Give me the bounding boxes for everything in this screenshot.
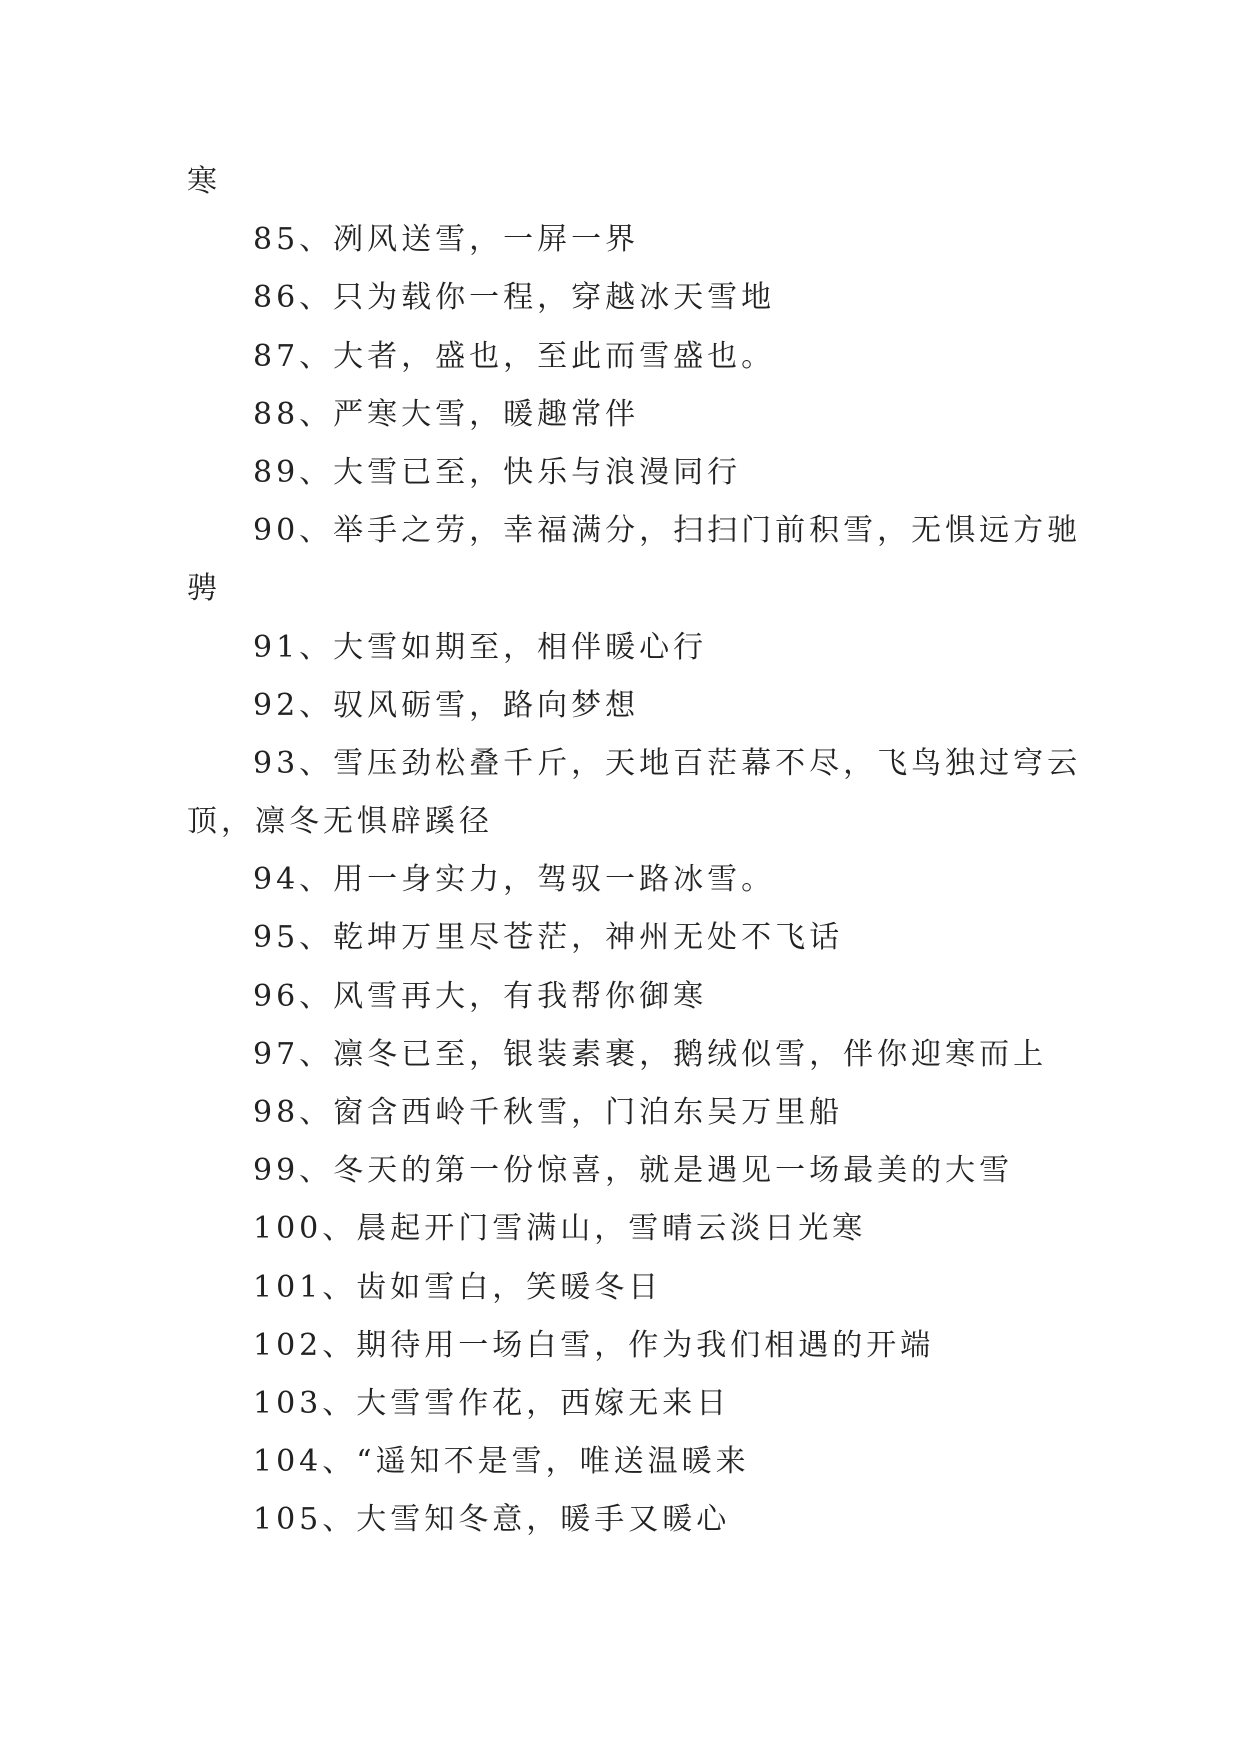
list-item: 94、用一身实力，驾驭一路冰雪。	[253, 862, 776, 898]
list-item: 100、晨起开门雪满山，雪晴云淡日光寒	[253, 1211, 867, 1247]
list-item: 87、大者，盛也，至此而雪盛也。	[253, 338, 776, 374]
list-item: 101、齿如雪白，笑暖冬日	[253, 1269, 663, 1305]
list-item: 98、窗含西岭千秋雪，门泊东吴万里船	[253, 1095, 844, 1130]
text-line: 顶，凛冬无惧辟蹊径	[187, 804, 493, 840]
list-item: 89、大雪已至，快乐与浪漫同行	[253, 454, 742, 490]
list-item: 99、冬天的第一份惊喜，就是遇见一场最美的大雪	[253, 1153, 1014, 1189]
list-item: 96、风雪再大，有我帮你御寒	[253, 978, 708, 1014]
list-item: 85、冽风送雪，一屏一界	[253, 222, 640, 258]
list-item: 92、驭风砺雪，路向梦想	[253, 687, 640, 723]
text-line: 骋	[187, 571, 221, 607]
list-item: 93、雪压劲松叠千斤，天地百茫幕不尽，飞鸟独过穹云	[253, 745, 1082, 781]
list-item: 103、大雪雪作花，西嫁无来日	[253, 1385, 731, 1421]
list-item: 86、只为载你一程，穿越冰天雪地	[253, 280, 776, 316]
list-item: 95、乾坤万里尽苍茫，神州无处不飞话	[253, 920, 844, 956]
list-item: 97、凛冬已至，银装素裹，鹅绒似雪，伴你迎寒而上	[253, 1036, 1048, 1072]
list-item: 88、严寒大雪，暖趣常伴	[253, 396, 640, 432]
list-item: 102、期待用一场白雪，作为我们相遇的开端	[253, 1327, 935, 1363]
document-body	[187, 153, 1082, 1550]
text-line: 寒	[187, 164, 221, 199]
list-item: 91、大雪如期至，相伴暖心行	[253, 629, 708, 665]
list-item: 104、“遥知不是雪，唯送温暖来	[253, 1444, 750, 1480]
list-item: 105、大雪知冬意，暖手又暖心	[253, 1502, 731, 1538]
list-item: 90、举手之劳，幸福满分，扫扫门前积雪，无惧远方驰	[253, 513, 1082, 549]
